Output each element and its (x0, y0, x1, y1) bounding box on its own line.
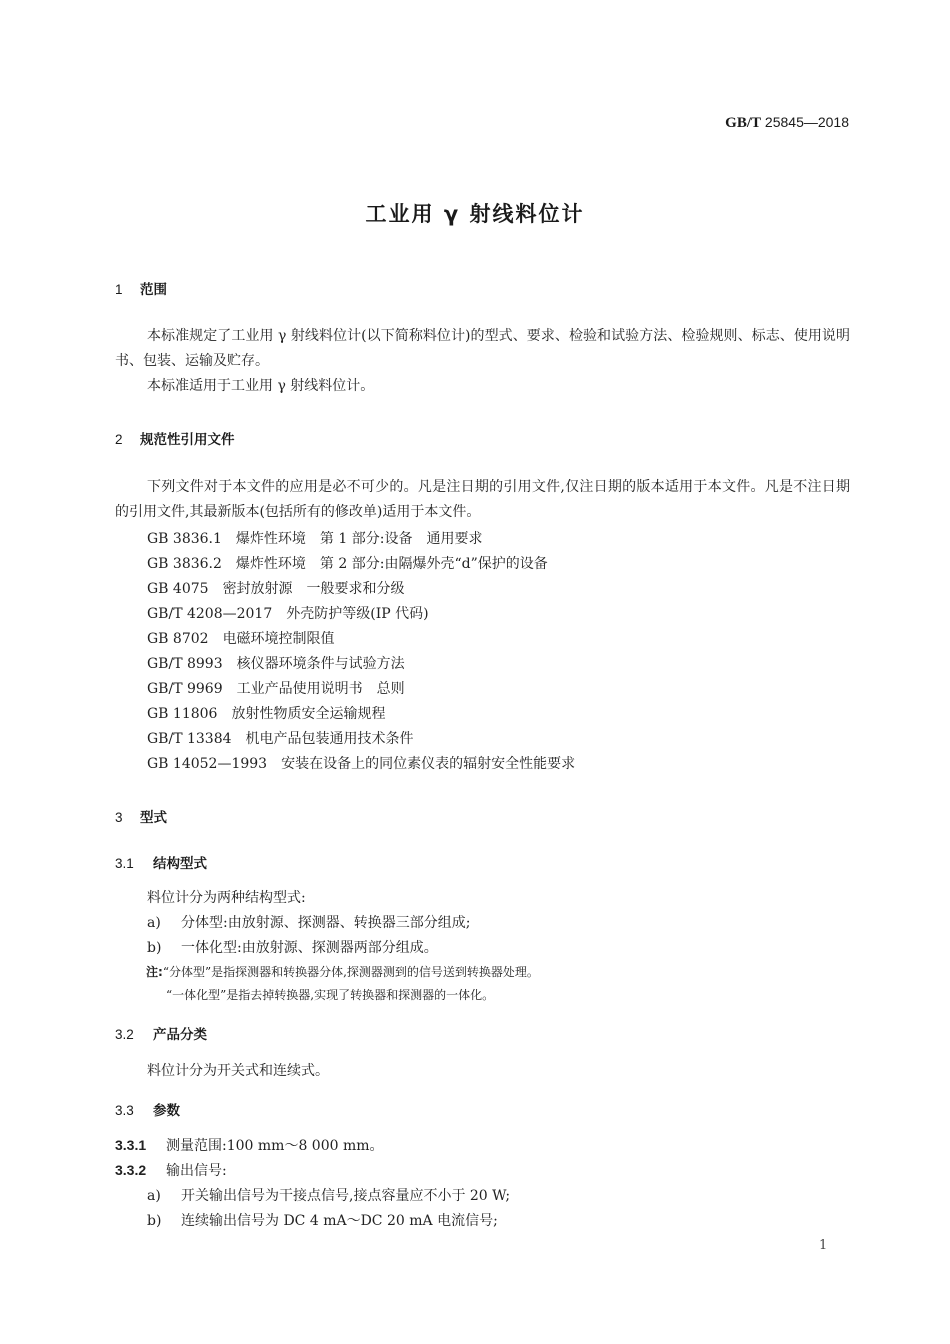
section-3-2-text: 料位计分为开关式和连续式。 (147, 1063, 329, 1079)
section-3-3-heading (115, 1099, 180, 1119)
section-1-paragraph-2: 本标准适用于工业用 γ 射线料位计。 (147, 378, 375, 394)
section-title: 范围 (140, 282, 167, 298)
reference-item (147, 653, 405, 673)
reference-item (147, 528, 482, 548)
standard-prefix: GB/T (725, 115, 762, 131)
list-item (147, 1210, 498, 1230)
standard-code (725, 114, 849, 132)
section-number: 3.1 (115, 856, 134, 871)
section-3-heading (115, 806, 167, 826)
section-number: 3.3.1 (115, 1137, 147, 1153)
section-2-paragraph: 下列文件对于本文件的应用是必不可少的。凡是注日期的引用文件,仅注日期的版本适用于本文件。凡是不注日期的引用文件,其最新版本(包括所有的修改单)适用于本文件。 (115, 479, 850, 520)
section-number: 1 (115, 282, 123, 297)
reference-item (147, 678, 405, 698)
reference-item (147, 628, 335, 648)
section-title: 参数 (153, 1103, 180, 1119)
standard-number: 25845—2018 (764, 114, 849, 130)
list-item (147, 912, 470, 932)
reference-code: GB 4075 (147, 581, 209, 597)
section-number: 2 (115, 432, 123, 447)
document-title: 工业用 γ 射线料位计 (365, 202, 585, 226)
section-number: 3.3 (115, 1103, 134, 1118)
reference-title: 机电产品包装通用技术条件 (245, 731, 414, 747)
section-3-1-heading (115, 852, 207, 872)
section-3-3-2 (115, 1160, 227, 1180)
reference-title: 爆炸性环境 第 1 部分:设备 通用要求 (235, 531, 483, 547)
section-3-1-intro: 料位计分为两种结构型式: (147, 890, 306, 906)
reference-item (147, 728, 414, 748)
list-marker: a) (147, 1188, 161, 1204)
reference-title: 工业产品使用说明书 总则 (236, 681, 405, 697)
list-text: 分体型:由放射源、探测器、转换器三部分组成; (181, 915, 471, 931)
reference-code: GB/T 4208—2017 (147, 606, 273, 622)
list-marker: b) (147, 940, 162, 956)
list-item (147, 1185, 510, 1205)
section-title: 产品分类 (153, 1027, 207, 1043)
list-item (147, 937, 438, 957)
reference-code: GB 3836.2 (147, 556, 222, 572)
reference-title: 放射性物质安全运输规程 (231, 706, 386, 722)
list-marker: b) (147, 1213, 162, 1229)
reference-code: GB 14052—1993 (147, 756, 268, 772)
reference-item (147, 603, 429, 623)
reference-title: 安装在设备上的同位素仪表的辐射安全性能要求 (281, 756, 576, 772)
reference-code: GB/T 13384 (147, 731, 232, 747)
reference-item (147, 578, 405, 598)
note-label: 注: (146, 965, 163, 979)
reference-title: 外壳防护等级(IP 代码) (286, 606, 429, 622)
reference-code: GB 3836.1 (147, 531, 222, 547)
reference-code: GB/T 8993 (147, 656, 223, 672)
list-text: 开关输出信号为干接点信号,接点容量应不小于 20 W; (181, 1188, 511, 1204)
section-title: 型式 (140, 810, 167, 826)
section-1-heading (115, 278, 167, 298)
note-line-1 (146, 963, 539, 980)
list-marker: a) (147, 915, 161, 931)
reference-item (147, 753, 575, 773)
note-text: “分体型”是指探测器和转换器分体,探测器测到的信号送到转换器处理。 (162, 965, 539, 979)
list-text: 连续输出信号为 DC 4 mA～DC 20 mA 电流信号; (181, 1213, 498, 1229)
section-text: 测量范围:100 mm～8 000 mm。 (166, 1138, 384, 1154)
list-text: 一体化型:由放射源、探测器两部分组成。 (181, 940, 438, 956)
reference-title: 电磁环境控制限值 (222, 631, 335, 647)
reference-code: GB 8702 (147, 631, 209, 647)
section-1-paragraph-1: 本标准规定了工业用 γ 射线料位计(以下简称料位计)的型式、要求、检验和试验方法、检验规则、标志、使用说明书、包装、运输及贮存。 (115, 328, 850, 369)
reference-code: GB 11806 (147, 706, 218, 722)
reference-title: 密封放射源 一般要求和分级 (222, 581, 405, 597)
section-number: 3.2 (115, 1027, 134, 1042)
section-title: 结构型式 (153, 856, 207, 872)
page-number: 1 (819, 1238, 828, 1253)
section-text: 输出信号: (166, 1163, 227, 1179)
section-2-heading (115, 428, 235, 448)
note-line-2: “一体化型”是指去掉转换器,实现了转换器和探测器的一体化。 (166, 988, 495, 1002)
reference-item (147, 703, 385, 723)
section-title: 规范性引用文件 (140, 432, 235, 448)
section-3-2-heading (115, 1023, 207, 1043)
reference-title: 爆炸性环境 第 2 部分:由隔爆外壳“d”保护的设备 (235, 556, 548, 572)
reference-item (147, 553, 548, 573)
reference-code: GB/T 9969 (147, 681, 223, 697)
section-number: 3.3.2 (115, 1162, 147, 1178)
reference-title: 核仪器环境条件与试验方法 (236, 656, 405, 672)
section-3-3-1 (115, 1135, 384, 1155)
section-number: 3 (115, 810, 123, 825)
